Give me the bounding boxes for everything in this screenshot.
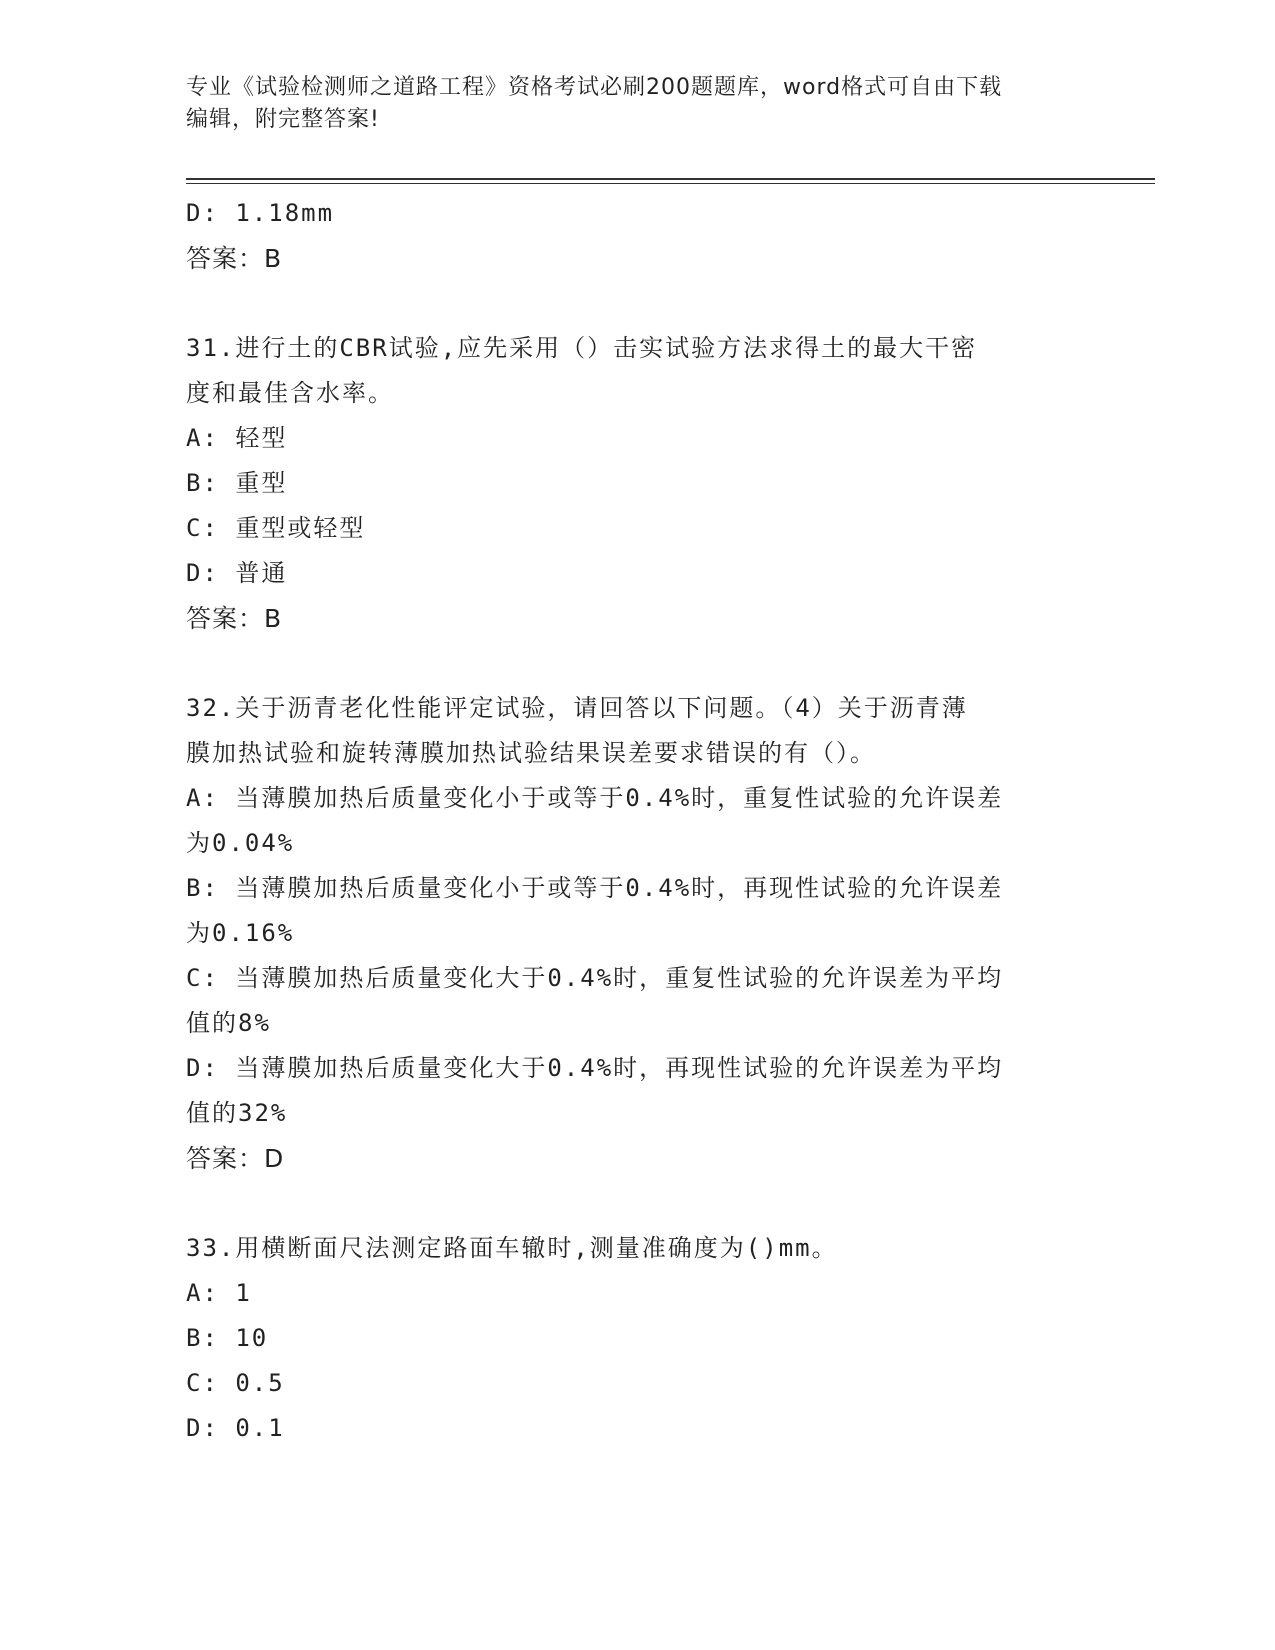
header-line-1: 专业《试验检测师之道路工程》资格考试必刷200题题库，word格式可自由下载 — [186, 75, 1003, 100]
header-line-2: 编辑，附完整答案! — [186, 107, 380, 132]
question-stem-line: 31.进行土的CBR试验,应先采用（）击实试验方法求得土的最大干密 — [186, 334, 978, 362]
header-rule — [186, 178, 1155, 180]
option-a: A: 1 — [186, 1279, 252, 1307]
option-d-cont: 值的32% — [186, 1099, 288, 1127]
option-d: D: 当薄膜加热后质量变化大于0.4%时，再现性试验的允许误差为平均 — [186, 1054, 1004, 1082]
option-c: C: 0.5 — [186, 1369, 285, 1397]
option-b: B: 10 — [186, 1324, 269, 1352]
option-b: B: 当薄膜加热后质量变化小于或等于0.4%时，再现性试验的允许误差 — [186, 874, 1004, 902]
question-stem-line: 32.关于沥青老化性能评定试验，请回答以下问题。（4）关于沥青薄 — [186, 694, 968, 722]
answer-line: 答案：B — [186, 604, 283, 633]
question-31 — [186, 326, 1086, 416]
option-a-cont: 为0.04% — [186, 829, 295, 857]
option-c: C: 重型或轻型 — [186, 514, 366, 542]
question-33 — [186, 1226, 1086, 1271]
option-d: D: 普通 — [186, 559, 288, 587]
question-list — [186, 191, 1086, 1451]
question-32 — [186, 686, 1086, 776]
option-b-cont: 为0.16% — [186, 919, 295, 947]
question-stem-line: 度和最佳含水率。 — [186, 379, 394, 407]
answer-line: 答案：B — [186, 244, 283, 273]
option-a: A: 当薄膜加热后质量变化小于或等于0.4%时，重复性试验的允许误差 — [186, 784, 1004, 812]
question-stem-line: 膜加热试验和旋转薄膜加热试验结果误差要求错误的有（）。 — [186, 739, 876, 767]
option-b: B: 重型 — [186, 469, 288, 497]
question-stem-line: 33.用横断面尺法测定路面车辙时,测量准确度为()mm。 — [186, 1234, 838, 1262]
option-d: D: 0.1 — [186, 1414, 285, 1442]
option-d: D: 1.18mm — [186, 199, 335, 227]
option-c-cont: 值的8% — [186, 1009, 271, 1037]
header-rule-thin — [186, 183, 1155, 184]
page-header — [186, 72, 1086, 136]
answer-line: 答案：D — [186, 1144, 285, 1173]
option-a: A: 轻型 — [186, 424, 288, 452]
option-c: C: 当薄膜加热后质量变化大于0.4%时，重复性试验的允许误差为平均 — [186, 964, 1004, 992]
